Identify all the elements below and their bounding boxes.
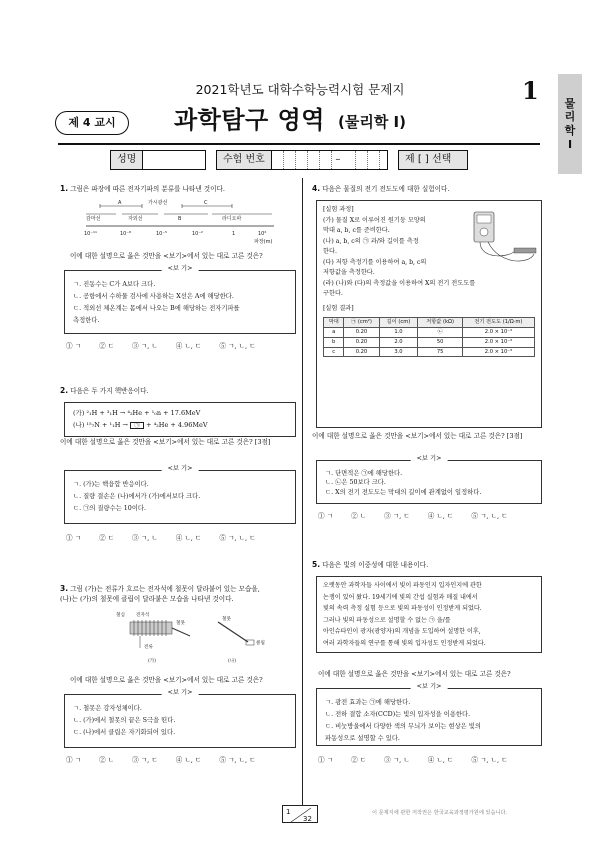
answer-choice[interactable]: ③ ㄱ, ㄷ — [132, 756, 158, 764]
tick-label: 10⁻¹¹ — [84, 231, 98, 237]
question-3 — [60, 584, 300, 604]
bogi-label: <보 기> — [162, 466, 199, 472]
table-cell: c — [324, 347, 344, 357]
spectrum-label-gamma: 감마선 — [86, 216, 101, 222]
procedure-step: 저항값을 측정한다. — [323, 269, 375, 277]
q5-choices — [318, 756, 508, 766]
page-current: 1 — [286, 808, 291, 816]
table-header: 저항값 (kΩ) — [418, 318, 462, 328]
copyright-note: 이 문제지에 관한 저작권은 한국교육과정평가원에 있습니다. — [372, 810, 508, 816]
question-number: 1. — [60, 184, 69, 193]
q4-choices — [318, 512, 508, 522]
digit-box — [272, 151, 284, 169]
side-tab-char: 물 — [564, 96, 576, 110]
fig-label-electromagnet: 전자석 — [136, 613, 150, 618]
digit-box — [284, 151, 296, 169]
table-cell: ㉡ — [418, 328, 462, 338]
question-4-prompt: 이에 대한 설명으로 옳은 것만을 <보기>에서 있는 대로 고른 것은? [3점] — [312, 432, 523, 440]
answer-choice[interactable]: ④ ㄴ, ㄷ — [427, 756, 454, 764]
question-text: 다음은 두 가지 핵반응이다. — [70, 387, 149, 395]
candidate-info-row — [110, 150, 468, 170]
spectrum-label-c: C — [204, 200, 208, 206]
question-2 — [60, 386, 298, 397]
answer-choice[interactable]: ⑤ ㄱ, ㄴ, ㄷ — [219, 342, 256, 350]
procedure-step: (라) (나)와 (다)의 측정값을 이용하여 X의 전기 전도도를 — [323, 279, 476, 287]
question-text: (나)는 (가)의 철못에 클립이 달라붙은 모습을 나타낸 것이다. — [60, 594, 234, 603]
answer-choice[interactable]: ⑤ ㄱ, ㄴ, ㄷ — [471, 512, 508, 520]
bogi-label: <보 기> — [162, 690, 199, 696]
answer-choice[interactable]: ③ ㄱ, ㄴ — [384, 756, 410, 764]
q2-equation-box — [64, 402, 296, 437]
fig-label-clip: 클립 — [256, 641, 265, 646]
question-5 — [312, 560, 542, 571]
question-number: 3. — [60, 584, 69, 593]
table-cell: 0.20 — [344, 347, 379, 357]
bogi-item: ㄷ. (나)에서 클립은 자기화되어 있다. — [73, 728, 176, 736]
question-2-prompt: 이에 대한 설명으로 옳은 것만을 <보기>에서 있는 대로 고른 것은? [3점] — [60, 438, 271, 446]
digit-box — [320, 151, 332, 169]
bogi-item: 측정한다. — [73, 316, 100, 324]
answer-choice[interactable]: ① ㄱ — [66, 534, 82, 542]
answer-choice[interactable]: ① ㄱ — [66, 342, 82, 350]
procedure-step: (나) a, b, c의 ㉠ 과/와 길이를 측정 — [323, 237, 419, 245]
question-text: 그림 (가)는 전류가 흐르는 전자석에 철못이 달라붙어 있는 모습을, — [70, 585, 260, 593]
q1-bogi-box — [64, 265, 296, 334]
table-cell: a — [324, 328, 344, 338]
page-total: 32 — [303, 815, 312, 823]
spectrum-label-b: B — [178, 216, 182, 222]
reaction-blank: ㉠ — [130, 422, 144, 429]
procedure-step: (가) 물질 X로 이루어진 원기둥 모양의 — [323, 216, 426, 224]
passage-line: 오랫동안 과학자들 사이에서 빛이 파동인지 입자인지에 관한 — [323, 582, 482, 589]
q5-bogi-box — [316, 683, 542, 746]
table-cell: 1.0 — [379, 328, 418, 338]
name-label: 성명 — [111, 151, 143, 169]
spectrum-label-radio: 라디오파 — [222, 216, 242, 222]
digit-box — [344, 151, 356, 169]
answer-choice[interactable]: ④ ㄴ, ㄷ — [175, 534, 202, 542]
table-cell: 2.0 × 10⁻³ — [462, 347, 534, 357]
bogi-item: ㄱ. (가)는 핵융합 반응이다. — [73, 481, 149, 488]
table-row — [324, 337, 535, 347]
answer-choice[interactable]: ⑤ ㄱ, ㄴ, ㄷ — [471, 756, 508, 764]
spectrum-label-a: A — [118, 200, 122, 206]
table-cell: 2.0 × 10⁻³ — [462, 328, 534, 338]
digit-box — [368, 151, 380, 169]
tick-label: 1 — [232, 231, 236, 237]
digit-box — [356, 151, 368, 169]
bogi-item: ㄴ. ㉡은 50보다 크다. — [325, 479, 386, 487]
fig-label-nail: 철못 — [176, 621, 185, 626]
question-1-prompt: 이에 대한 설명으로 옳은 것만을 <보기>에서 있는 대로 고른 것은? — [70, 252, 263, 260]
q3-bogi-box — [64, 689, 296, 748]
tick-label: 10² — [258, 231, 267, 237]
question-number: 2. — [60, 386, 69, 395]
answer-choice[interactable]: ② ㄷ — [351, 756, 367, 764]
bogi-item: ㄱ. 광전 효과는 ㉠에 해당한다. — [325, 699, 411, 706]
reaction-right: + ⁴₂He + 4.96MeV — [146, 421, 208, 430]
question-4 — [312, 184, 542, 195]
answer-choice[interactable]: ④ ㄴ, ㄷ — [175, 342, 202, 350]
bogi-label: <보 기> — [411, 456, 448, 462]
bogi-label: <보 기> — [411, 684, 448, 690]
answer-choice[interactable]: ④ ㄴ, ㄷ — [175, 756, 202, 764]
procedure-step: 구한다. — [323, 290, 343, 298]
tick-label: 10⁻² — [192, 231, 204, 237]
fig-caption: (가) — [148, 659, 157, 664]
q2-bogi-box — [64, 465, 296, 524]
digit-box — [296, 151, 308, 169]
bogi-label: <보 기> — [162, 266, 199, 272]
table-cell: 0.20 — [344, 328, 379, 338]
table-header: ㉠ (cm²) — [344, 318, 379, 328]
answer-choice[interactable]: ② ㄷ — [99, 534, 115, 542]
selection-label: 제 [ ] 선택 — [405, 153, 452, 165]
fig-label-core: 철심 — [116, 613, 125, 618]
answer-choice[interactable]: ① ㄱ — [318, 512, 334, 520]
q1-choices — [66, 342, 256, 352]
bogi-item: ㄱ. 단면적은 ㉠에 해당한다. — [325, 470, 403, 477]
subject-side-tab — [558, 74, 582, 174]
answer-choice[interactable]: ③ ㄱ, ㄴ — [132, 534, 158, 542]
result-table — [323, 317, 535, 357]
answer-choice[interactable]: ⑤ ㄱ, ㄴ, ㄷ — [219, 756, 256, 764]
em-spectrum-figure — [82, 198, 282, 248]
table-cell: 2.0 × 10⁻³ — [462, 337, 534, 347]
electromagnet-figure — [110, 608, 270, 666]
passage-line: 그러나 빛의 파동성으로 설명할 수 없는 ㉠ 을/를 — [323, 616, 451, 624]
tick-label: 10⁻⁸ — [120, 231, 132, 237]
question-5-prompt: 이에 대한 설명으로 옳은 것만을 <보기>에서 있는 대로 고른 것은? — [318, 670, 511, 678]
answer-choice[interactable]: ① ㄱ — [318, 756, 334, 764]
axis-label: 파장(m) — [254, 239, 273, 245]
answer-choice[interactable]: ③ ㄱ, ㄴ — [132, 342, 158, 350]
table-header: 막대 — [324, 318, 344, 328]
fig-label-nail: 철못 — [222, 617, 231, 622]
bogi-item: ㄴ. 전하 결합 소자(CCD)는 빛의 입자성을 이용한다. — [325, 710, 471, 718]
bogi-item: ㄱ. 진동수는 C가 A보다 크다. — [73, 281, 156, 288]
procedure-step: 한다. — [323, 248, 337, 256]
fig-caption: (나) — [228, 659, 237, 664]
exam-number-dash: – — [335, 153, 341, 165]
section-subtitle: (물리학 Ⅰ) — [338, 113, 406, 131]
bogi-item: ㄷ. X의 전기 전도도는 막대의 길이에 관계없이 일정하다. — [325, 488, 482, 496]
side-tab-char: Ⅰ — [567, 137, 573, 151]
tick-label: 10⁻⁵ — [156, 231, 168, 237]
spectrum-label-visible: 가시광선 — [148, 200, 168, 206]
question-number: 4. — [312, 184, 321, 193]
question-number: 5. — [312, 560, 321, 569]
q3-choices — [66, 756, 256, 766]
answer-choice[interactable]: ④ ㄴ, ㄷ — [427, 512, 454, 520]
bogi-item: ㄷ. ㉠의 질량수는 10이다. — [73, 504, 146, 512]
passage-line: 빛의 속력 측정 실험 등으로 빛의 파동성이 인정받게 되었다. — [323, 605, 482, 613]
side-tab-char: 리 — [564, 110, 576, 124]
question-text: 다음은 물질의 전기 전도도에 대한 실험이다. — [322, 185, 450, 193]
page-number: 1 — [522, 76, 539, 105]
name-cell[interactable] — [110, 150, 206, 170]
passage-line: 아인슈타인이 광자(광양자)의 개념을 도입하여 설명한 이후, — [323, 628, 481, 636]
exam-number-label: 수험 번호 — [217, 151, 272, 169]
column-divider — [302, 178, 303, 806]
table-cell: 2.0 — [379, 337, 418, 347]
answer-choice[interactable]: ② ㄴ — [351, 512, 367, 520]
q2-choices — [66, 534, 256, 544]
procedure-step: 막대 a, b, c를 준비한다. — [323, 227, 390, 235]
page-counter — [282, 805, 318, 823]
resistance-meter-figure — [470, 210, 540, 274]
table-cell: 50 — [418, 337, 462, 347]
section-title: 과학탐구 영역 — [174, 106, 325, 134]
table-cell: b — [324, 337, 344, 347]
digit-box — [308, 151, 320, 169]
passage-line: 여러 과학자들의 연구를 통해 빛의 입자성도 인정받게 되었다. — [323, 639, 486, 647]
table-header: 전기 전도도 (1/Ω·m) — [462, 318, 534, 328]
q4-bogi-box — [316, 455, 542, 504]
procedure-title: [실험 과정] — [323, 206, 354, 213]
selection-cell[interactable] — [398, 150, 468, 170]
table-cell: 0.20 — [344, 337, 379, 347]
table-header-row — [324, 318, 535, 328]
reaction-left: (나) ¹⁵₇N + ¹₁H → — [73, 421, 128, 430]
answer-choice[interactable]: ⑤ ㄱ, ㄴ, ㄷ — [219, 534, 256, 542]
procedure-step: (다) 저항 측정기를 이용하여 a, b, c의 — [323, 258, 427, 266]
answer-choice[interactable]: ② ㄴ — [99, 756, 115, 764]
fig-label-current: 전류 — [144, 645, 153, 650]
question-text: 다음은 빛의 이중성에 대한 내용이다. — [322, 561, 429, 569]
bogi-item: ㄷ. 비눗방울에서 다양한 색의 무늬가 보이는 현상은 빛의 — [325, 722, 481, 730]
exam-header-title: 2021학년도 대학수학능력시험 문제지 — [195, 82, 405, 97]
bogi-item: ㄴ. 공항에서 수하물 검사에 사용하는 X선은 A에 해당한다. — [73, 292, 234, 300]
answer-choice[interactable]: ③ ㄱ, ㄷ — [384, 512, 410, 520]
page-slash — [283, 806, 319, 824]
bogi-item: 파동성으로 설명할 수 있다. — [325, 734, 400, 742]
answer-choice[interactable]: ② ㄷ — [99, 342, 115, 350]
table-row — [324, 328, 535, 338]
header-rule — [58, 143, 540, 145]
reaction-equation: (가) ²₁H + ³₁H → ⁴₂He + ¹₀n + 17.6MeV — [73, 409, 201, 417]
q5-passage-box — [316, 576, 542, 653]
table-row — [324, 347, 535, 357]
question-3-prompt: 이에 대한 설명으로 옳은 것만을 <보기>에서 있는 대로 고른 것은? — [70, 676, 263, 684]
bogi-item: ㄴ. (가)에서 철못의 끝은 S극을 띤다. — [73, 716, 176, 724]
table-cell: 75 — [418, 347, 462, 357]
bogi-item: ㄱ. 철못은 강자성체이다. — [73, 705, 142, 712]
exam-number-cell[interactable] — [216, 150, 388, 170]
reaction-equation — [73, 419, 287, 431]
result-title: [실험 결과] — [323, 304, 354, 312]
spectrum-label-uv: 자외선 — [128, 216, 143, 222]
table-header: 길이 (cm) — [379, 318, 418, 328]
side-tab-char: 학 — [564, 124, 576, 137]
table-cell: 3.0 — [379, 347, 418, 357]
bogi-item: ㄴ. 질량 결손은 (나)에서가 (가)에서보다 크다. — [73, 492, 201, 500]
question-1 — [60, 184, 298, 195]
question-text: 그림은 파장에 따른 전자기파의 분류를 나타낸 것이다. — [70, 185, 225, 193]
bogi-item: ㄷ. 적외선 체온계는 몸에서 나오는 B에 해당하는 전자기파를 — [73, 304, 240, 312]
passage-line: 논쟁이 있어 왔다. 19세기에 빛의 간섭 실험과 매질 내에서 — [323, 593, 478, 601]
session-badge: 제 4 교시 — [55, 111, 129, 135]
answer-choice[interactable]: ① ㄱ — [66, 756, 82, 764]
